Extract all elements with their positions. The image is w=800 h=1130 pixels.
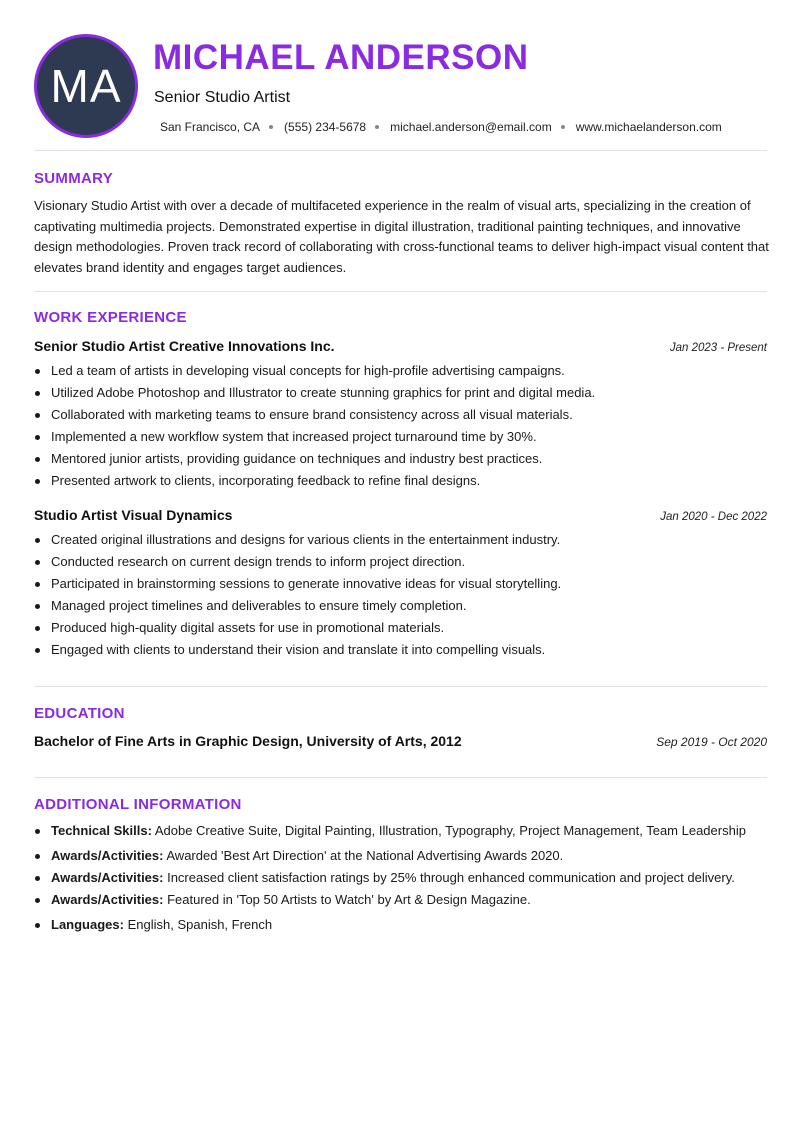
- education-entry: [34, 733, 767, 749]
- info-label: Awards/Activities:: [51, 870, 164, 885]
- info-text: English, Spanish, French: [127, 917, 273, 932]
- list-item: Managed project timelines and deliverables to ensure timely completion.: [51, 595, 767, 617]
- list-item: [51, 889, 767, 914]
- job-role: Senior Studio Artist Creative Innovations Inc.: [34, 338, 335, 354]
- list-item: [51, 867, 767, 889]
- list-item: [51, 820, 767, 845]
- separator-dot-icon: [375, 125, 379, 129]
- candidate-name: MICHAEL ANDERSON: [153, 38, 529, 77]
- list-item: Produced high-quality digital assets for use in promotional materials.: [51, 617, 767, 639]
- info-label: Technical Skills:: [51, 823, 152, 838]
- job-header: [34, 338, 767, 354]
- job-dates: Jan 2020 - Dec 2022: [660, 511, 767, 523]
- divider: [34, 291, 767, 292]
- divider: [34, 686, 767, 687]
- job-role: Studio Artist Visual Dynamics: [34, 507, 233, 523]
- job-bullet-list: [51, 529, 767, 661]
- list-item: Implemented a new workflow system that increased project turnaround time by 30%.: [51, 426, 767, 448]
- education-dates: Sep 2019 - Oct 2020: [656, 735, 767, 749]
- separator-dot-icon: [561, 125, 565, 129]
- info-label: Awards/Activities:: [51, 892, 164, 907]
- divider: [34, 777, 767, 778]
- info-text: Featured in 'Top 50 Artists to Watch' by Art & Design Magazine.: [167, 892, 531, 907]
- info-label: Languages:: [51, 917, 124, 932]
- additional-info-list: [51, 820, 767, 936]
- section-title-experience: WORK EXPERIENCE: [34, 309, 187, 326]
- info-text: Increased client satisfaction ratings by 25% through enhanced communication and project delivery.: [167, 870, 735, 885]
- job-header: [34, 507, 767, 523]
- contact-phone[interactable]: (555) 234-5678: [284, 120, 367, 134]
- list-item: [51, 845, 767, 867]
- list-item: Created original illustrations and designs for various clients in the entertainment industry.: [51, 529, 767, 551]
- avatar: MA: [34, 34, 138, 138]
- list-item: [51, 914, 767, 936]
- list-item: Utilized Adobe Photoshop and Illustrator to create stunning graphics for print and digital media.: [51, 382, 767, 404]
- section-title-education: EDUCATION: [34, 705, 125, 722]
- contact-website[interactable]: www.michaelanderson.com: [575, 120, 722, 134]
- contact-email[interactable]: michael.anderson@email.com: [390, 120, 552, 134]
- list-item: Engaged with clients to understand their vision and translate it into compelling visuals.: [51, 639, 767, 661]
- list-item: Participated in brainstorming sessions to generate innovative ideas for visual storytelling.: [51, 573, 767, 595]
- list-item: Led a team of artists in developing visual concepts for high-profile advertising campaigns.: [51, 360, 767, 382]
- info-text: Awarded 'Best Art Direction' at the National Advertising Awards 2020.: [166, 848, 564, 863]
- separator-dot-icon: [269, 125, 273, 129]
- job-bullet-list: [51, 360, 767, 492]
- contact-info: [160, 120, 722, 134]
- job-dates: Jan 2023 - Present: [669, 342, 767, 354]
- section-title-additional: ADDITIONAL INFORMATION: [34, 796, 242, 813]
- list-item: Collaborated with marketing teams to ensure brand consistency across all visual materials.: [51, 404, 767, 426]
- info-label: Awards/Activities:: [51, 848, 164, 863]
- candidate-title: Senior Studio Artist: [154, 89, 291, 106]
- divider: [34, 150, 767, 151]
- summary-text: Visionary Studio Artist with over a decade of multifaceted experience in the realm of visual arts, specializing in the creation of captivating multimedia projects. Demonstrated expertise in digital illustration, traditional painting techniques, and innovative design methodologies. Proven track record of collaborating with cross-functional teams to deliver high-impact visual content that elevates brand identity and engages target audiences.: [34, 198, 769, 275]
- education-degree: Bachelor of Fine Arts in Graphic Design, University of Arts, 2012: [34, 733, 462, 749]
- info-text: Adobe Creative Suite, Digital Painting, Illustration, Typography, Project Management, Team Leadership: [154, 823, 746, 838]
- section-title-summary: SUMMARY: [34, 170, 114, 187]
- list-item: Conducted research on current design trends to inform project direction.: [51, 551, 767, 573]
- contact-location: San Francisco, CA: [160, 120, 261, 134]
- list-item: Mentored junior artists, providing guidance on techniques and industry best practices.: [51, 448, 767, 470]
- list-item: Presented artwork to clients, incorporating feedback to refine final designs.: [51, 470, 767, 492]
